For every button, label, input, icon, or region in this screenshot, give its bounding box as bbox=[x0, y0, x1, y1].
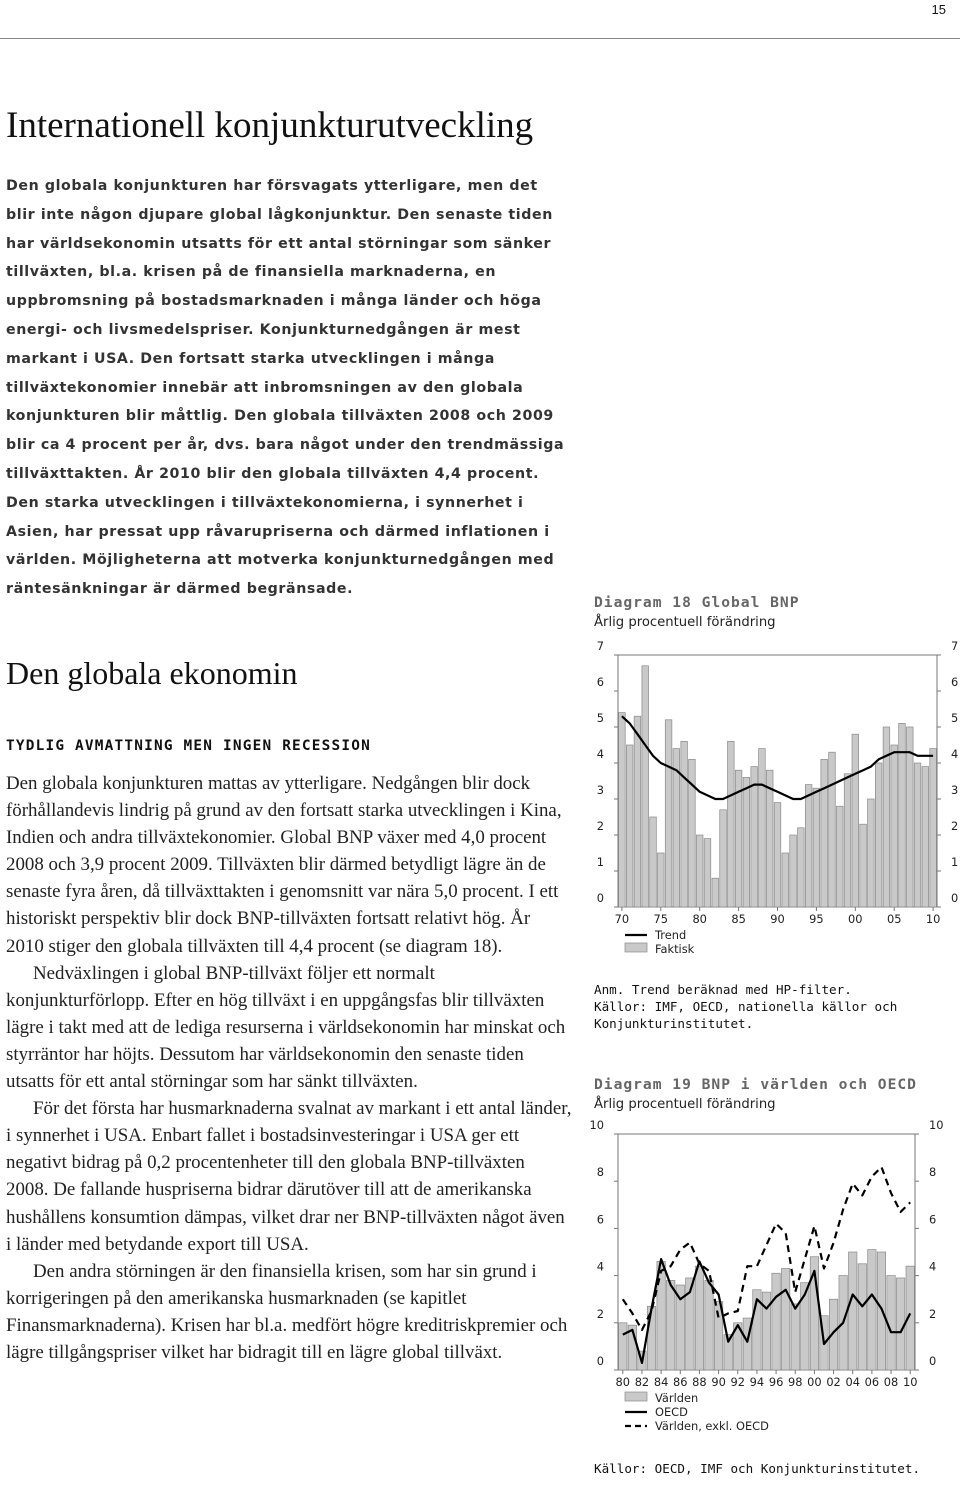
d19-legend-swatch bbox=[625, 1392, 647, 1401]
section-title: Den globala ekonomin bbox=[6, 655, 298, 691]
d18-ytick-label-right: 2 bbox=[951, 819, 959, 833]
d19-ytick-label-right: 4 bbox=[929, 1259, 937, 1274]
header-rule bbox=[0, 38, 960, 39]
d19-xtick-label: 96 bbox=[768, 1375, 784, 1389]
d18-ytick-label-left: 1 bbox=[596, 855, 604, 869]
d18-bar bbox=[751, 767, 758, 907]
d18-bar bbox=[914, 763, 921, 907]
d18-bar bbox=[619, 713, 626, 907]
d18-bar bbox=[805, 785, 812, 907]
d18-bar bbox=[875, 763, 882, 907]
d18-ytick-label-right: 3 bbox=[951, 783, 959, 797]
d18-ytick-label-left: 4 bbox=[596, 747, 604, 761]
d19-bar bbox=[772, 1273, 780, 1370]
d18-ytick-label-right: 1 bbox=[951, 855, 959, 869]
diagram18-note: Anm. Trend beräknad med HP-filter. bbox=[594, 982, 852, 997]
diagram18-subtitle: Årlig procentuell förändring bbox=[594, 615, 776, 630]
d19-xtick-label: 88 bbox=[692, 1375, 707, 1389]
d19-bar bbox=[868, 1250, 876, 1370]
d18-bar bbox=[696, 835, 703, 907]
d18-bar bbox=[743, 777, 750, 907]
d18-bar bbox=[860, 824, 867, 907]
d19-bar bbox=[695, 1266, 703, 1370]
d19-xtick-label: 10 bbox=[902, 1375, 918, 1389]
d19-ytick-label-right: 0 bbox=[929, 1354, 937, 1368]
d18-bar bbox=[821, 759, 828, 907]
d18-legend-label: Faktisk bbox=[655, 942, 695, 956]
paragraph: Den andra störningen är den finansiella krisen, som har sin grund i korrigeringen på den amerikanska husmarknaden (se kapitlet Finansmarknaderna). Krisen har bl.a. medfört högre kreditriskpremier och lägre tillgångspriser vilket har bidragit till en lägre global tillväxt. bbox=[6, 1260, 568, 1363]
d19-bar bbox=[619, 1323, 627, 1370]
page-number: 15 bbox=[931, 2, 946, 17]
d18-ytick-label-left: 3 bbox=[596, 783, 604, 797]
d18-bar bbox=[782, 853, 789, 907]
d19-legend-label: OECD bbox=[655, 1405, 688, 1419]
d18-bar bbox=[634, 716, 641, 907]
d18-ytick-label-right: 4 bbox=[951, 747, 959, 761]
d19-bar bbox=[896, 1278, 904, 1370]
subsection-title: TYDLIG AVMATTNING MEN INGEN RECESSION bbox=[6, 738, 371, 754]
paragraph: Den globala konjunkturen mattas av ytterligare. Nedgången blir dock förhållandevis lindrig på grund av den fortsatt starka utvecklingen i Kina, Indien och andra tillväxtekonomier. Global BNP växer med 4,0 procent 2008 och 3,9 procent 2009. Tillväxten blir därmed betydligt lägre än de senaste fyra åren, då tillväxttakten i genomsnitt var nära 5,0 procent. I ett historiskt perspektiv blir dock BNP-tillväxten fortsatt relativt hög. År 2010 stiger den globala tillväxten till 4,4 procent (se diagram 18). bbox=[6, 773, 562, 957]
lead-paragraph: Den globala konjunkturen har försvagats ytterligare, men det blir inte någon djupare global lågkonjunktur. Den senaste tiden har världsekonomin utsatts för ett antal störningar som sänker tillväxten, bl.a. krisen på de finansiella marknaderna, en uppbromsning på bostadsmarknaden i många länder och höga energi- och livsmedelspriser. Konjunkturnedgången är mest markant i USA. Den fortsatt starka utvecklingen i många tillväxtekonomier innebär att inbromsningen av den globala konjunkturen blir måttlig. Den globala tillväxten 2008 och 2009 blir ca 4 procent per år, dvs. bara något under den trendmässiga tillväxttakten. År 2010 blir den globala tillväxten 4,4 procent. Den starka utvecklingen i tillväxtekonomierna, i synnerhet i Asien, har pressat upp råvarupriserna och därmed inflationen i världen. Möjligheterna att motverka konjunkturnedgången med räntesänkningar är därmed begränsade. bbox=[6, 178, 565, 598]
d18-xtick-label: 80 bbox=[692, 912, 707, 926]
d18-bar bbox=[704, 839, 711, 907]
d18-ytick-label-left: 6 bbox=[596, 675, 604, 689]
d19-ytick-label-left: 10 bbox=[589, 1120, 604, 1132]
d18-bar bbox=[658, 853, 665, 907]
d18-bar bbox=[852, 734, 859, 907]
d19-bar bbox=[849, 1252, 857, 1370]
d18-bar bbox=[774, 803, 781, 907]
d18-bar bbox=[681, 741, 688, 907]
diagram19-notes bbox=[594, 1460, 934, 1477]
d19-xtick-label: 80 bbox=[615, 1375, 631, 1389]
d19-xtick-label: 84 bbox=[653, 1375, 669, 1389]
paragraph: För det första har husmarknaderna svalnat av markant i ett antal länder, i synnerhet i USA. Enbart fallet i bostadsinvesteringar i USA ger ett negativt bidrag på 0,2 procentenheter till den globala BNP-tillväxten 2008. De fallande huspriserna bidrar därutöver till att de amerikanska hushållens konsumtion dämpas, vilket drar ner BNP-tillväxten något även i länder med betydande export till USA. bbox=[6, 1098, 572, 1255]
d19-legend-label: Världen bbox=[655, 1391, 699, 1405]
d19-legend-label: Världen, exkl. OECD bbox=[655, 1419, 769, 1433]
d18-bar bbox=[642, 666, 649, 907]
diagram19-subtitle: Årlig procentuell förändring bbox=[594, 1097, 776, 1112]
d18-legend-label: Trend bbox=[655, 928, 687, 942]
d18-bar bbox=[790, 835, 797, 907]
d19-xtick-label: 06 bbox=[864, 1375, 880, 1389]
d19-ytick-label-right: 6 bbox=[929, 1212, 937, 1227]
d19-xtick-label: 04 bbox=[845, 1375, 860, 1389]
d19-ytick-label-right: 2 bbox=[929, 1306, 937, 1321]
d18-ytick-label-left: 2 bbox=[596, 819, 604, 833]
d18-ytick-label-right: 5 bbox=[951, 711, 959, 725]
d18-ytick-label-left: 0 bbox=[596, 891, 604, 905]
d19-ytick-label-right: 10 bbox=[929, 1120, 944, 1132]
d18-ytick-label-right: 6 bbox=[951, 675, 959, 689]
diagram19-source: Källor: OECD, IMF och Konjunkturinstitutet. bbox=[594, 1461, 921, 1476]
d19-xtick-label: 98 bbox=[787, 1375, 803, 1389]
d18-bar bbox=[728, 741, 735, 907]
d18-bar bbox=[665, 720, 672, 907]
paragraph: Nedväxlingen i global BNP-tillväxt följer ett normalt konjunkturförlopp. Efter en hög tillväxt i en uppgångsfas blir tillväxten lägre i takt med att de lediga resurserna i världsekonomin har minskat och styrräntor har höjts. Dessutom har världsekonomin den senaste tiden utsatts för ett antal störningar som har sänkt tillväxten. bbox=[6, 962, 566, 1093]
diagram18-title: Diagram 18 Global BNP bbox=[594, 594, 800, 611]
d19-bar bbox=[858, 1264, 866, 1370]
d18-xtick-label: 70 bbox=[614, 912, 630, 926]
page-title: Internationell konjunkturutveckling bbox=[6, 105, 534, 146]
d18-bar bbox=[922, 767, 929, 907]
diagram19-title: Diagram 19 BNP i världen och OECD bbox=[594, 1076, 917, 1093]
d18-bar bbox=[844, 774, 851, 907]
d18-ytick-label-left: 7 bbox=[596, 640, 604, 653]
d19-bar bbox=[667, 1280, 675, 1370]
d19-xtick-label: 86 bbox=[673, 1375, 688, 1389]
d19-xtick-label: 90 bbox=[711, 1375, 726, 1389]
d19-xtick-label: 00 bbox=[807, 1375, 822, 1389]
d18-bar bbox=[766, 770, 773, 907]
d18-bar bbox=[829, 752, 836, 907]
d18-xtick-label: 00 bbox=[848, 912, 863, 926]
d18-bar bbox=[868, 799, 875, 907]
d18-bar bbox=[798, 828, 805, 907]
d18-xtick-label: 05 bbox=[886, 912, 902, 926]
d19-ytick-label-right: 8 bbox=[929, 1165, 937, 1180]
d18-xtick-label: 95 bbox=[809, 912, 824, 926]
d18-bar bbox=[836, 806, 843, 907]
d18-xtick-label: 10 bbox=[925, 912, 941, 926]
d18-bar bbox=[899, 723, 906, 907]
d19-ytick-label-left: 2 bbox=[596, 1306, 604, 1321]
d18-ytick-label-right: 7 bbox=[951, 640, 959, 653]
d18-bar bbox=[891, 745, 898, 907]
d19-ytick-label-left: 4 bbox=[596, 1259, 604, 1274]
d19-bar bbox=[791, 1304, 799, 1370]
d19-ytick-label-left: 0 bbox=[596, 1354, 604, 1368]
diagram19-chart bbox=[585, 1120, 960, 1450]
d18-bar bbox=[720, 810, 727, 907]
d18-legend-swatch bbox=[625, 943, 647, 952]
diagram18-chart bbox=[585, 640, 960, 970]
d19-xtick-label: 92 bbox=[730, 1375, 746, 1389]
d18-bar bbox=[930, 749, 937, 907]
d18-xtick-label: 75 bbox=[653, 912, 669, 926]
d19-ytick-label-left: 6 bbox=[596, 1212, 604, 1227]
d19-bar bbox=[781, 1269, 789, 1370]
d18-xtick-label: 85 bbox=[731, 912, 746, 926]
d18-ytick-label-left: 5 bbox=[596, 711, 604, 725]
d18-bar bbox=[712, 878, 719, 907]
diagram18-notes bbox=[594, 981, 934, 1032]
d19-xtick-label: 82 bbox=[634, 1375, 650, 1389]
d18-xtick-label: 90 bbox=[770, 912, 785, 926]
d18-bar bbox=[626, 745, 633, 907]
d18-bar bbox=[759, 749, 766, 907]
d18-bar bbox=[650, 817, 657, 907]
d19-xtick-label: 02 bbox=[826, 1375, 841, 1389]
body-text bbox=[6, 770, 572, 1366]
d19-ytick-label-left: 8 bbox=[596, 1165, 604, 1180]
d18-ytick-label-right: 0 bbox=[951, 891, 959, 905]
d19-xtick-label: 94 bbox=[749, 1375, 765, 1389]
d19-bar bbox=[705, 1280, 713, 1370]
d19-xtick-label: 08 bbox=[883, 1375, 899, 1389]
d18-bar bbox=[813, 788, 820, 907]
diagram18-source: Källor: IMF, OECD, nationella källor och Konjunkturinstitutet. bbox=[594, 999, 898, 1031]
